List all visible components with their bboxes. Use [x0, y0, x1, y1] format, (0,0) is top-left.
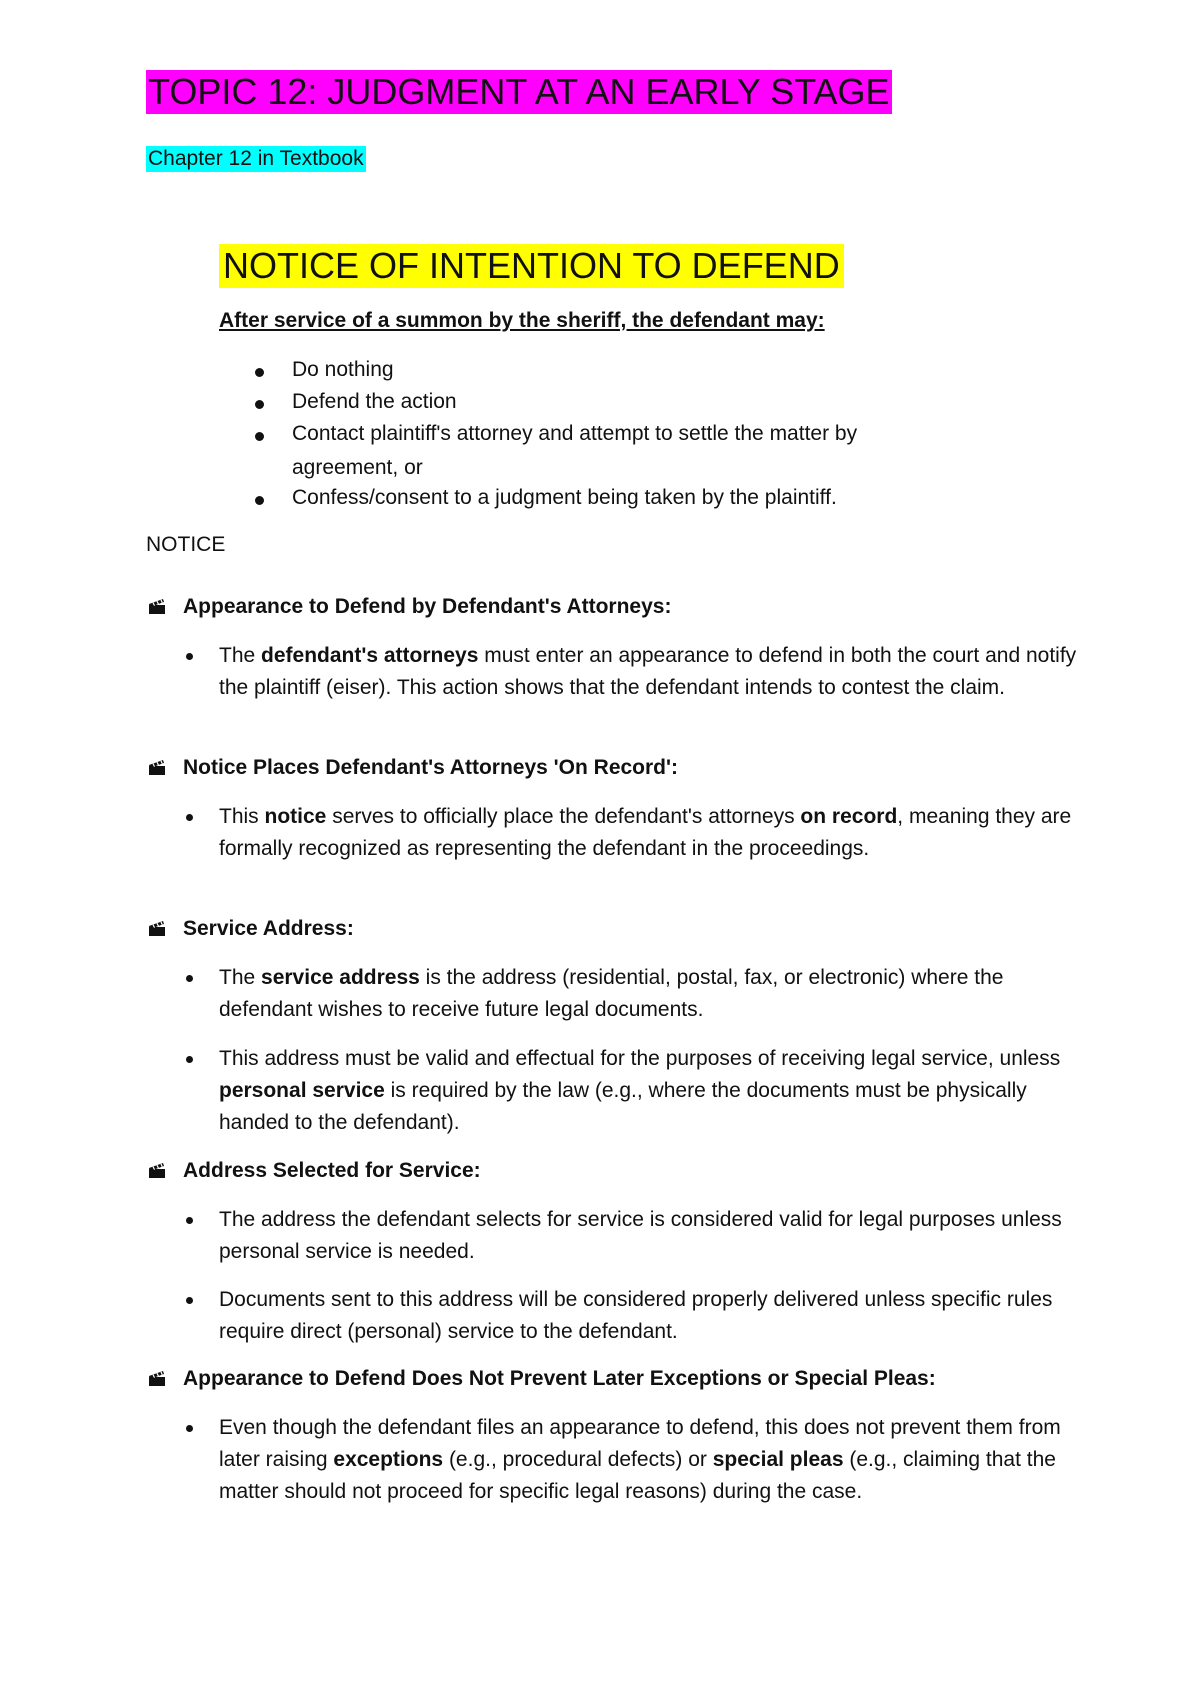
list-item-continuation: agreement, or	[292, 456, 423, 479]
chapter-reference: Chapter 12 in Textbook	[148, 147, 364, 170]
bullet-icon	[186, 653, 193, 660]
bullet-icon	[186, 1056, 193, 1063]
bullet-paragraph: This notice serves to officially place the defendant's attorneys on record, meaning they are formally recognized as representing the defendant in the proceedings.	[219, 805, 1072, 860]
clapperboard-icon	[148, 597, 166, 615]
bullet-icon	[255, 496, 264, 505]
clapperboard-icon	[148, 1161, 166, 1179]
bullet-icon	[255, 400, 264, 409]
page-title: TOPIC 12: JUDGMENT AT AN EARLY STAGE	[148, 71, 890, 112]
bullet-paragraph: The service address is the address (residential, postal, fax, or electronic) where the defendant wishes to receive future legal documents.	[219, 966, 1004, 1021]
list-item: Do nothing	[292, 358, 394, 381]
section-title: Address Selected for Service:	[183, 1159, 481, 1182]
bullet-paragraph: This address must be valid and effectual for the purposes of receiving legal service, unless personal service is required by the law (e.g., where the documents must be physically handed to the defendant).	[219, 1047, 1061, 1134]
bullet-icon	[186, 975, 193, 982]
bullet-paragraph: The address the defendant selects for service is considered valid for legal purposes unless personal service is needed.	[219, 1208, 1062, 1263]
list-item: Defend the action	[292, 390, 457, 413]
section-title: Appearance to Defend by Defendant's Attorneys:	[183, 595, 672, 618]
clapperboard-icon	[148, 919, 166, 937]
bullet-icon	[186, 1425, 193, 1432]
bullet-icon	[186, 814, 193, 821]
section-title: Notice Places Defendant's Attorneys 'On Record':	[183, 756, 678, 779]
notice-label: NOTICE	[146, 533, 226, 556]
bullet-icon	[255, 432, 264, 441]
bullet-icon	[255, 368, 264, 377]
bullet-paragraph: The defendant's attorneys must enter an appearance to defend in both the court and notify the plaintiff (eiser). This action shows that the defendant intends to contest the claim.	[219, 644, 1077, 699]
section-heading: NOTICE OF INTENTION TO DEFEND	[219, 244, 844, 288]
bullet-paragraph: Even though the defendant files an appearance to defend, this does not prevent them from later raising exceptions (e.g., procedural defects) or special pleas (e.g., claiming that the matter should not proceed for specific legal reasons) during the case.	[219, 1416, 1061, 1503]
list-item: Contact plaintiff's attorney and attempt to settle the matter by	[292, 422, 858, 445]
section-title: Service Address:	[183, 917, 354, 940]
list-item: Confess/consent to a judgment being taken by the plaintiff.	[292, 486, 837, 509]
options-subheading: After service of a summon by the sheriff, the defendant may:	[219, 309, 825, 332]
clapperboard-icon	[148, 1369, 166, 1387]
bullet-icon	[186, 1297, 193, 1304]
bullet-icon	[186, 1217, 193, 1224]
bullet-paragraph: Documents sent to this address will be considered properly delivered unless specific rules require direct (personal) service to the defendant.	[219, 1288, 1053, 1343]
section-title: Appearance to Defend Does Not Prevent Later Exceptions or Special Pleas:	[183, 1367, 936, 1390]
clapperboard-icon	[148, 758, 166, 776]
